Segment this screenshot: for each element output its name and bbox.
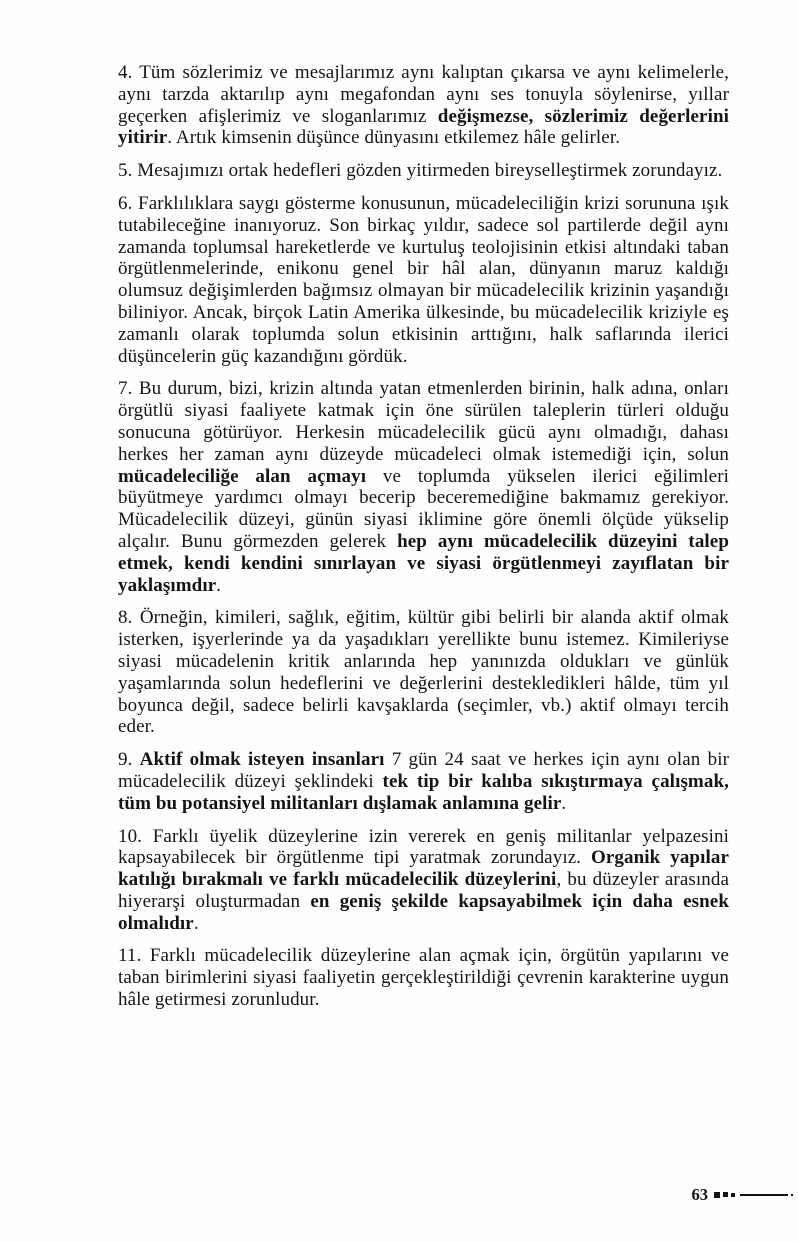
bold-text-segment: Organik yapılar katılığı bırakmalı ve farklı mücadelecilik düzeylerini <box>118 847 729 891</box>
text-segment: 11. Farklı mücadelecilik düzeylerine alan açmak için, örgütün yapılarını ve taban birimlerini siyasi faaliyetin gerçekleştirildiği çevrenin karakterine uygun hâle getirmesi zorunludur. <box>118 945 729 1011</box>
page-number: 63 <box>691 1184 708 1204</box>
ornament-square-icon <box>723 1192 728 1197</box>
body-text <box>118 62 729 1011</box>
text-segment: . Artık kimsenin düşünce dünyasını etkilemez hâle gelirler. <box>167 127 621 149</box>
text-segment: 9. <box>118 749 140 771</box>
ornament-rule <box>740 1194 788 1196</box>
page-number-ornament-icon <box>714 1192 793 1198</box>
bold-text-segment: tek tip bir kalıba sıkıştırmaya çalışmak, tüm bu potansiyel militanları dışlamak anlamına gelir <box>118 770 729 814</box>
paragraph <box>118 607 729 738</box>
text-segment: 7 gün 24 saat ve herkes için aynı olan bir mücadelecilik düzeyi şeklindeki <box>118 749 729 792</box>
text-segment: 7. Bu durum, bizi, krizin altında yatan etmenlerden birinin, halk adına, onları örgütlü siyasi faaliyete katmak için öne sürülen taleplerin türleri olduğu sonucuna götürüyor. Herkesin mücadelecilik gücü aynı olmadığı, dahası herkes her zaman aynı düzeyde mücadeleci olmak istemediği için, solun <box>118 378 729 465</box>
ornament-dot-icon <box>791 1194 793 1196</box>
paragraph <box>118 193 729 367</box>
text-segment: 5. Mesajımızı ortak hedefleri gözden yitirmeden bireyselleştirmek zorundayız. <box>118 160 723 182</box>
text-segment: 6. Farklılıklara saygı gösterme konusunun, mücadeleciliğin krizi sorununa ışık tutabileceğine inanıyoruz. Son birkaç yıldır, sadece sol partilerde değil aynı zamanda toplumsal hareketlerde ve kurtuluş teolojisinin etkisi altındaki taban örgütlenmelerinde, enikonu genel bir hâl alan, dünyanın maruz kaldığı olumsuz değişimlerden bağımsız olmayan bir mücadelecilik krizinin yaşandığı biliniyor. Ancak, birçok Latin Amerika ülkesinde, bu mücadelecilik kriziyle eş zamanlı olarak toplumda solun etkisinin arttığını, halk saflarında ilerici düşüncelerin güç kazandığını gördük. <box>118 192 729 367</box>
paragraph <box>118 160 729 182</box>
text-segment: 10. Farklı üyelik düzeylerine izin vererek en geniş militanlar yelpazesini kapsayabilecek bir örgütlenme tipi yaratmak zorundayız. <box>118 825 729 869</box>
text-segment: 8. Örneğin, kimileri, sağlık, eğitim, kültür gibi belirli bir alanda aktif olmak isterken, işyerlerinde ya da yaşadıkları yerellikte bunu istemez. Kimileriyse siyasi mücadelenin kritik anlarında hep yanınızda oldukları ve günlük yaşamlarında solun hedeflerini ve değerlerini destekledikleri hâlde, tüm yıl boyunca değil, sadece belirli kavşaklarda (seçimler, vb.) aktif olmayı tercih eder. <box>118 607 729 738</box>
text-segment: . <box>216 574 222 596</box>
page-footer <box>691 1184 794 1204</box>
ornament-square-icon <box>731 1193 735 1197</box>
bold-text-segment: Aktif olmak isteyen insanları <box>139 749 385 771</box>
ornament-square-icon <box>714 1192 720 1198</box>
text-segment: , bu düzeyler arasında hiyerarşi oluşturmadan <box>118 869 729 912</box>
bold-text-segment: en geniş şekilde kapsayabilmek için daha esnek olmalıdır <box>118 890 729 934</box>
text-segment: 4. Tüm sözlerimiz ve mesajlarımız aynı kalıptan çıkarsa ve aynı kelimelerle, aynı tarzda aktarılıp aynı megafondan aynı ses tonuyla söylenirse, yıllar geçerken afişlerimiz ve sloganlarımız <box>118 62 729 127</box>
paragraph <box>118 826 729 935</box>
bold-text-segment: mücadeleciliğe alan açmayı <box>118 465 367 487</box>
bold-text-segment: değişmezse, sözlerimiz değerlerini yitirir <box>118 105 729 149</box>
paragraph <box>118 378 729 596</box>
paragraph <box>118 945 729 1010</box>
text-segment: . <box>561 792 567 814</box>
text-segment: . <box>193 912 199 934</box>
text-segment: ve toplumda yükselen ilerici eğilimleri büyütmeye yardımcı olmayı becerip beceremediğine bakmamız gerekiyor. Mücadelecilik düzeyi, günün siyasi iklimine göre önemli ölçüde yükselip alçalır. Bunu görmezden gelerek <box>118 465 730 552</box>
paragraph <box>118 62 729 149</box>
paragraph <box>118 749 729 814</box>
bold-text-segment: hep aynı mücadelecilik düzeyini talep etmek, kendi kendini sınırlayan ve siyasi örgütlenmeyi zayıflatan bir yaklaşımdır <box>118 530 729 596</box>
